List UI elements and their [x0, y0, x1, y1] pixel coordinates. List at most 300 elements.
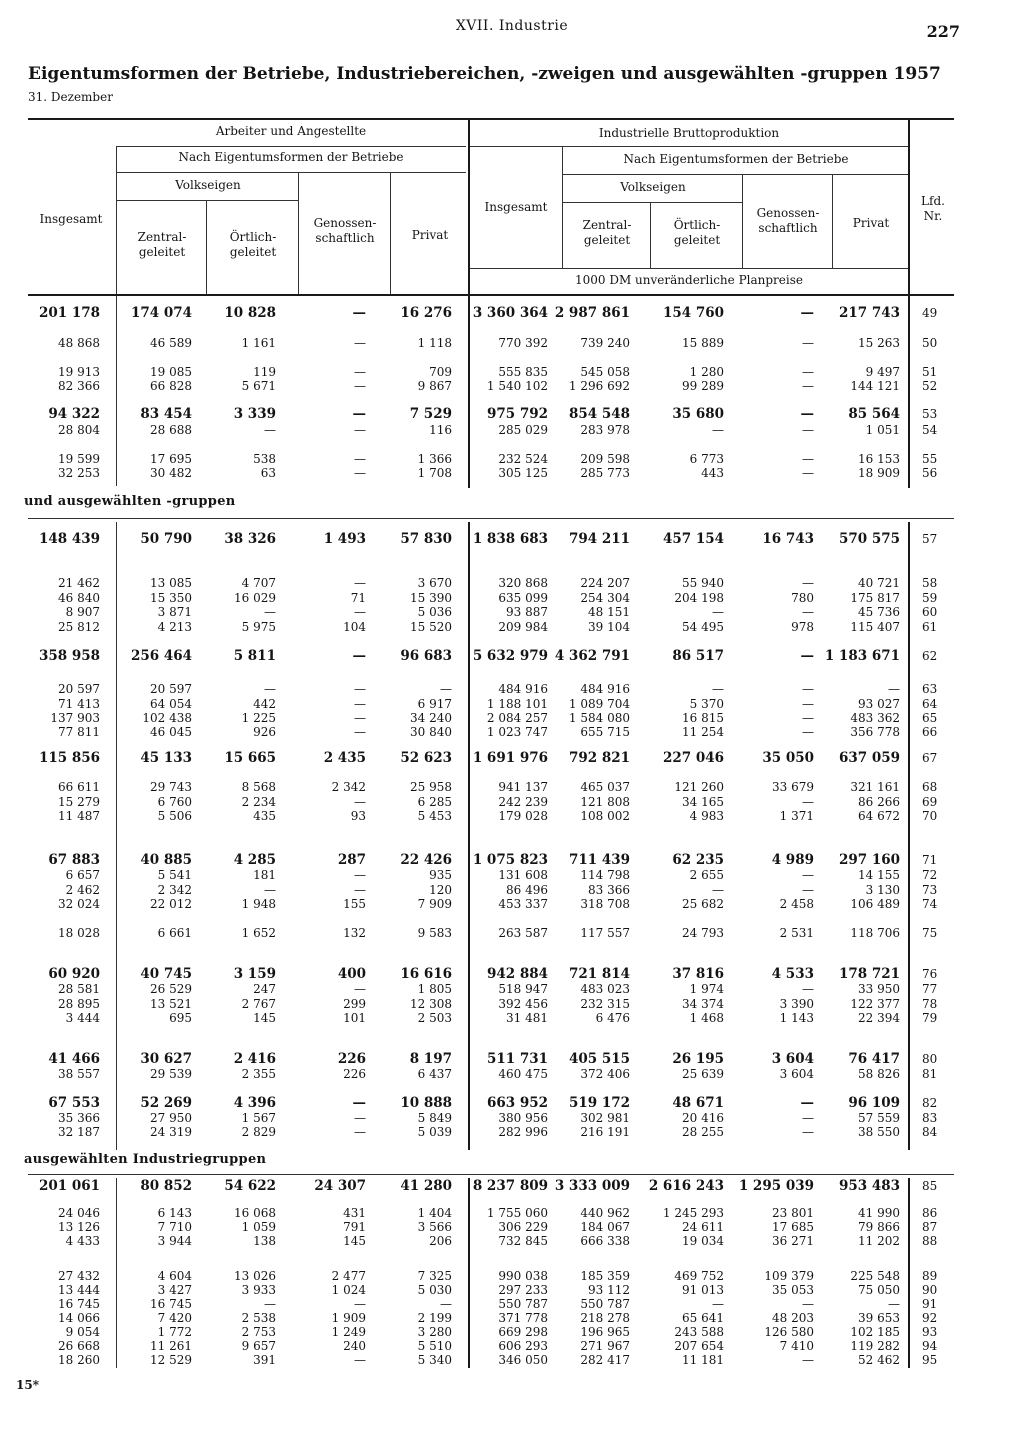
- cell-output-coop: 1 295 039: [738, 1178, 814, 1194]
- cell-output-total: 2 084 257: [486, 711, 548, 725]
- cell-workers-private: 34 240: [410, 711, 452, 725]
- cell-output-local: 86 517: [672, 648, 724, 664]
- cell-workers-private: 5 453: [417, 809, 452, 823]
- cell-workers-central: 66 828: [150, 379, 192, 393]
- cell-lfd-nr: 80: [922, 1052, 938, 1066]
- cell-output-coop: —: [802, 697, 814, 711]
- cell-output-total: 1 755 060: [486, 1206, 548, 1220]
- cell-workers-central: 28 688: [150, 423, 192, 437]
- cell-output-local: 25 682: [682, 897, 724, 911]
- cell-workers-coop: —: [354, 1111, 366, 1125]
- cell-workers-coop: 299: [343, 997, 366, 1011]
- cell-output-total: 3 360 364: [472, 305, 548, 321]
- cell-workers-coop: 1 024: [331, 1283, 366, 1297]
- cell-workers-private: 6 437: [417, 1067, 452, 1081]
- cell-lfd-nr: 55: [922, 452, 938, 466]
- col-divider: [116, 296, 117, 486]
- cell-workers-local: 2 753: [241, 1325, 276, 1339]
- cell-output-central: 184 067: [580, 1220, 630, 1234]
- footnote-marker: 15*: [16, 1378, 39, 1392]
- cell-output-private: 175 817: [850, 591, 900, 605]
- cell-workers-local: 538: [253, 452, 276, 466]
- cell-output-coop: 16 743: [762, 531, 814, 547]
- cell-output-total: 1 075 823: [472, 852, 548, 868]
- cell-workers-local: 4 707: [241, 576, 276, 590]
- cell-output-coop: —: [802, 883, 814, 897]
- cell-workers-coop: —: [354, 711, 366, 725]
- cell-workers-coop: —: [354, 725, 366, 739]
- cell-workers-central: 20 597: [150, 682, 192, 696]
- header-output: Industrielle Bruttoproduktion: [598, 126, 780, 140]
- cell-output-total: 453 337: [498, 897, 548, 911]
- cell-workers-total: 28 581: [58, 982, 100, 996]
- cell-workers-local: 181: [253, 868, 276, 882]
- cell-workers-coop: —: [354, 1125, 366, 1139]
- cell-workers-coop: —: [354, 605, 366, 619]
- col-divider: [206, 200, 207, 294]
- cell-workers-private: 96 683: [400, 648, 452, 664]
- cell-output-private: 58 826: [858, 1067, 900, 1081]
- cell-workers-private: 7 325: [417, 1269, 452, 1283]
- cell-workers-private: 7 909: [417, 897, 452, 911]
- cell-workers-private: 7 529: [409, 406, 452, 422]
- cell-workers-total: 148 439: [38, 531, 100, 547]
- cell-output-total: 1 540 102: [486, 379, 548, 393]
- cell-output-central: 283 978: [580, 423, 630, 437]
- cell-output-coop: 35 050: [762, 750, 814, 766]
- cell-output-local: 24 611: [682, 1220, 724, 1234]
- running-head: XVII. Industrie: [455, 18, 569, 34]
- cell-output-total: 282 996: [498, 1125, 548, 1139]
- cell-workers-total: 41 466: [48, 1051, 100, 1067]
- cell-workers-central: 2 342: [157, 883, 192, 897]
- cell-output-local: 48 671: [672, 1095, 724, 1111]
- cell-lfd-nr: 95: [922, 1353, 938, 1367]
- cell-workers-central: 695: [169, 1011, 192, 1025]
- cell-workers-total: 48 868: [58, 336, 100, 350]
- cell-workers-private: 6 285: [417, 795, 452, 809]
- cell-workers-coop: —: [354, 883, 366, 897]
- cell-workers-local: —: [264, 682, 276, 696]
- header-oertlich-output: Örtlich- geleitet: [673, 218, 721, 247]
- cell-workers-local: 119: [253, 365, 276, 379]
- cell-workers-private: 5 849: [417, 1111, 452, 1125]
- cell-lfd-nr: 76: [922, 967, 938, 981]
- cell-workers-central: 102 438: [142, 711, 192, 725]
- cell-workers-local: 16 068: [234, 1206, 276, 1220]
- cell-workers-private: 1 708: [417, 466, 452, 480]
- cell-output-total: 941 137: [498, 780, 548, 794]
- cell-output-private: 93 027: [858, 697, 900, 711]
- cell-output-total: 306 229: [498, 1220, 548, 1234]
- cell-workers-coop: —: [352, 1095, 366, 1111]
- cell-output-local: 37 816: [672, 966, 724, 982]
- cell-lfd-nr: 78: [922, 997, 938, 1011]
- cell-output-local: 5 370: [689, 697, 724, 711]
- cell-workers-private: 57 830: [400, 531, 452, 547]
- cell-lfd-nr: 83: [922, 1111, 938, 1125]
- cell-output-total: 1 188 101: [486, 697, 548, 711]
- cell-lfd-nr: 51: [922, 365, 938, 379]
- cell-workers-private: 5 510: [417, 1339, 452, 1353]
- cell-output-central: 792 821: [568, 750, 630, 766]
- cell-output-local: 16 815: [682, 711, 724, 725]
- cell-workers-total: 115 856: [38, 750, 100, 766]
- cell-output-coop: 4 989: [771, 852, 814, 868]
- page-title: Eigentumsformen der Betriebe, Industriebereichen, -zweigen und ausgewählten -gruppen 1957: [28, 64, 941, 84]
- cell-output-total: 1 838 683: [472, 531, 548, 547]
- cell-lfd-nr: 77: [922, 982, 938, 996]
- cell-workers-coop: —: [354, 576, 366, 590]
- cell-output-private: 122 377: [850, 997, 900, 1011]
- cell-output-central: 483 023: [580, 982, 630, 996]
- cell-output-coop: 17 685: [772, 1220, 814, 1234]
- cell-output-private: 11 202: [858, 1234, 900, 1248]
- cell-workers-private: 3 280: [417, 1325, 452, 1339]
- cell-output-central: 655 715: [580, 725, 630, 739]
- cell-workers-private: 25 958: [410, 780, 452, 794]
- cell-workers-coop: 155: [343, 897, 366, 911]
- cell-lfd-nr: 87: [922, 1220, 938, 1234]
- cell-output-total: 8 237 809: [472, 1178, 548, 1194]
- block-divider: [468, 118, 470, 488]
- cell-output-coop: —: [802, 725, 814, 739]
- cell-lfd-nr: 89: [922, 1269, 938, 1283]
- cell-output-coop: 978: [791, 620, 814, 634]
- cell-output-coop: 33 679: [772, 780, 814, 794]
- cell-workers-central: 4 604: [157, 1269, 192, 1283]
- cell-output-central: 711 439: [568, 852, 630, 868]
- cell-output-local: 469 752: [674, 1269, 724, 1283]
- section-rule: [28, 1174, 954, 1175]
- cell-output-coop: 48 203: [772, 1311, 814, 1325]
- col-divider: [116, 1178, 117, 1368]
- cell-output-central: 209 598: [580, 452, 630, 466]
- cell-workers-total: 2 462: [65, 883, 100, 897]
- lfd-divider: [908, 1178, 910, 1368]
- cell-workers-private: 3 566: [417, 1220, 452, 1234]
- cell-workers-private: 5 340: [417, 1353, 452, 1367]
- cell-output-coop: 2 531: [779, 926, 814, 940]
- cell-output-private: 144 121: [850, 379, 900, 393]
- cell-workers-central: 174 074: [130, 305, 192, 321]
- cell-output-local: 11 254: [682, 725, 724, 739]
- cell-lfd-nr: 88: [922, 1234, 938, 1248]
- cell-output-total: 635 099: [498, 591, 548, 605]
- header-zentral-workers: Zentral- geleitet: [137, 230, 187, 259]
- cell-output-central: 4 362 791: [554, 648, 630, 664]
- cell-output-private: 953 483: [838, 1178, 900, 1194]
- cell-lfd-nr: 53: [922, 407, 938, 421]
- cell-workers-local: 54 622: [224, 1178, 276, 1194]
- cell-workers-total: 19 913: [58, 365, 100, 379]
- cell-output-central: 218 278: [580, 1311, 630, 1325]
- cell-workers-central: 3 944: [157, 1234, 192, 1248]
- col-divider: [116, 522, 117, 1150]
- cell-workers-central: 29 743: [150, 780, 192, 794]
- section-rule: [28, 518, 954, 519]
- cell-output-local: 1 974: [689, 982, 724, 996]
- cell-workers-central: 1 772: [157, 1325, 192, 1339]
- cell-output-total: 1 023 747: [486, 725, 548, 739]
- cell-output-central: 254 304: [580, 591, 630, 605]
- cell-output-central: 232 315: [580, 997, 630, 1011]
- cell-output-central: 550 787: [580, 1297, 630, 1311]
- cell-output-coop: —: [800, 1095, 814, 1111]
- cell-workers-total: 19 599: [58, 452, 100, 466]
- cell-output-local: 227 046: [662, 750, 724, 766]
- cell-output-private: 14 155: [858, 868, 900, 882]
- cell-output-coop: 23 801: [772, 1206, 814, 1220]
- cell-output-local: 99 289: [682, 379, 724, 393]
- cell-workers-private: 15 390: [410, 591, 452, 605]
- cell-workers-central: 64 054: [150, 697, 192, 711]
- cell-output-central: 440 962: [580, 1206, 630, 1220]
- cell-output-private: 637 059: [838, 750, 900, 766]
- cell-lfd-nr: 93: [922, 1325, 938, 1339]
- cell-lfd-nr: 79: [922, 1011, 938, 1025]
- cell-workers-total: 18 028: [58, 926, 100, 940]
- cell-workers-private: 116: [429, 423, 452, 437]
- cell-output-local: 91 013: [682, 1283, 724, 1297]
- cell-workers-total: 201 061: [38, 1178, 100, 1194]
- cell-lfd-nr: 54: [922, 423, 938, 437]
- cell-output-private: 9 497: [865, 365, 900, 379]
- col-rule: [116, 200, 298, 201]
- cell-output-total: 975 792: [486, 406, 548, 422]
- cell-output-central: 271 967: [580, 1339, 630, 1353]
- cell-workers-local: 138: [253, 1234, 276, 1248]
- cell-lfd-nr: 84: [922, 1125, 938, 1139]
- cell-lfd-nr: 72: [922, 868, 938, 882]
- cell-workers-coop: 287: [337, 852, 366, 868]
- cell-output-total: 511 731: [486, 1051, 548, 1067]
- cell-output-coop: —: [802, 1125, 814, 1139]
- cell-output-private: 483 362: [850, 711, 900, 725]
- cell-workers-central: 45 133: [140, 750, 192, 766]
- cell-workers-coop: —: [354, 452, 366, 466]
- cell-output-local: 1 280: [689, 365, 724, 379]
- cell-output-local: 457 154: [662, 531, 724, 547]
- cell-output-local: 24 793: [682, 926, 724, 940]
- cell-output-private: 22 394: [858, 1011, 900, 1025]
- cell-output-total: 392 456: [498, 997, 548, 1011]
- cell-output-total: 93 887: [506, 605, 548, 619]
- cell-output-local: 28 255: [682, 1125, 724, 1139]
- cell-output-total: 518 947: [498, 982, 548, 996]
- cell-output-central: 93 112: [588, 1283, 630, 1297]
- cell-workers-central: 46 045: [150, 725, 192, 739]
- block-divider: [468, 1178, 470, 1368]
- cell-workers-local: 16 029: [234, 591, 276, 605]
- cell-output-local: 4 983: [689, 809, 724, 823]
- cell-workers-total: 9 054: [65, 1325, 100, 1339]
- cell-lfd-nr: 91: [922, 1297, 938, 1311]
- cell-workers-total: 77 811: [58, 725, 100, 739]
- cell-output-private: 321 161: [850, 780, 900, 794]
- cell-output-total: 305 125: [498, 466, 548, 480]
- cell-output-coop: 35 053: [772, 1283, 814, 1297]
- cell-output-local: 26 195: [672, 1051, 724, 1067]
- cell-output-private: 39 653: [858, 1311, 900, 1325]
- cell-output-central: 405 515: [568, 1051, 630, 1067]
- cell-output-private: 57 559: [858, 1111, 900, 1125]
- cell-output-private: 102 185: [850, 1325, 900, 1339]
- cell-output-private: 45 736: [858, 605, 900, 619]
- cell-lfd-nr: 60: [922, 605, 938, 619]
- cell-workers-private: 2 503: [417, 1011, 452, 1025]
- cell-workers-total: 13 126: [58, 1220, 100, 1234]
- cell-workers-coop: 101: [343, 1011, 366, 1025]
- cell-workers-local: 4 396: [233, 1095, 276, 1111]
- cell-workers-total: 32 253: [58, 466, 100, 480]
- cell-workers-total: 28 804: [58, 423, 100, 437]
- cell-output-central: 519 172: [568, 1095, 630, 1111]
- cell-workers-central: 13 085: [150, 576, 192, 590]
- cell-output-central: 282 417: [580, 1353, 630, 1367]
- cell-workers-central: 6 143: [157, 1206, 192, 1220]
- header-bottom-rule: [28, 294, 954, 296]
- cell-output-coop: —: [800, 406, 814, 422]
- cell-workers-central: 4 213: [157, 620, 192, 634]
- cell-workers-local: 8 568: [241, 780, 276, 794]
- cell-output-private: 64 672: [858, 809, 900, 823]
- cell-output-local: —: [712, 1297, 724, 1311]
- cell-workers-central: 50 790: [140, 531, 192, 547]
- cell-output-private: 115 407: [850, 620, 900, 634]
- cell-workers-coop: —: [354, 365, 366, 379]
- cell-output-central: 318 708: [580, 897, 630, 911]
- cell-output-coop: —: [802, 682, 814, 696]
- cell-output-coop: 3 390: [779, 997, 814, 1011]
- cell-lfd-nr: 58: [922, 576, 938, 590]
- cell-output-coop: —: [802, 1353, 814, 1367]
- cell-lfd-nr: 69: [922, 795, 938, 809]
- cell-workers-private: 15 520: [410, 620, 452, 634]
- cell-workers-local: 145: [253, 1011, 276, 1025]
- cell-workers-central: 6 661: [157, 926, 192, 940]
- cell-workers-local: —: [264, 883, 276, 897]
- cell-workers-total: 28 895: [58, 997, 100, 1011]
- cell-output-private: 1 051: [865, 423, 900, 437]
- cell-output-central: 83 366: [588, 883, 630, 897]
- cell-workers-total: 82 366: [58, 379, 100, 393]
- cell-output-total: 663 952: [486, 1095, 548, 1111]
- cell-workers-central: 6 760: [157, 795, 192, 809]
- cell-output-coop: 2 458: [779, 897, 814, 911]
- cell-workers-local: 2 416: [233, 1051, 276, 1067]
- cell-workers-total: 358 958: [38, 648, 100, 664]
- section-heading: und ausgewählten -gruppen: [24, 494, 236, 509]
- cell-lfd-nr: 74: [922, 897, 938, 911]
- cell-output-total: 550 787: [498, 1297, 548, 1311]
- cell-workers-coop: —: [354, 379, 366, 393]
- cell-output-private: 3 130: [865, 883, 900, 897]
- cell-output-private: 38 550: [858, 1125, 900, 1139]
- cell-output-local: —: [712, 605, 724, 619]
- cell-workers-private: 120: [429, 883, 452, 897]
- cell-workers-local: 3 159: [233, 966, 276, 982]
- cell-lfd-nr: 65: [922, 711, 938, 725]
- cell-output-local: 35 680: [672, 406, 724, 422]
- cell-output-total: 732 845: [498, 1234, 548, 1248]
- cell-output-coop: —: [802, 982, 814, 996]
- header-unit: 1000 DM unveränderliche Planpreise: [574, 273, 803, 287]
- cell-lfd-nr: 85: [922, 1179, 938, 1193]
- cell-lfd-nr: 56: [922, 466, 938, 480]
- cell-workers-local: 9 657: [241, 1339, 276, 1353]
- cell-lfd-nr: 64: [922, 697, 938, 711]
- cell-workers-central: 46 589: [150, 336, 192, 350]
- cell-workers-total: 26 668: [58, 1339, 100, 1353]
- cell-workers-total: 38 557: [58, 1067, 100, 1081]
- cell-output-local: 1 245 293: [662, 1206, 724, 1220]
- header-volkseigen-output: Volkseigen: [620, 180, 686, 194]
- cell-output-total: 232 524: [498, 452, 548, 466]
- cell-workers-private: 12 308: [410, 997, 452, 1011]
- cell-workers-total: 14 066: [58, 1311, 100, 1325]
- cell-output-total: 1 691 976: [472, 750, 548, 766]
- header-insgesamt-workers: Insgesamt: [39, 212, 103, 226]
- col-divider: [562, 146, 563, 268]
- cell-workers-private: —: [440, 682, 452, 696]
- cell-lfd-nr: 50: [922, 336, 938, 350]
- cell-lfd-nr: 70: [922, 809, 938, 823]
- cell-workers-private: 709: [429, 365, 452, 379]
- cell-output-total: 86 496: [506, 883, 548, 897]
- cell-workers-total: 15 279: [58, 795, 100, 809]
- cell-output-coop: —: [802, 452, 814, 466]
- cell-workers-central: 40 745: [140, 966, 192, 982]
- cell-workers-coop: 104: [343, 620, 366, 634]
- cell-output-private: 41 990: [858, 1206, 900, 1220]
- cell-output-local: 34 165: [682, 795, 724, 809]
- header-workers: Arbeiter und Angestellte: [215, 124, 367, 138]
- cell-output-central: 372 406: [580, 1067, 630, 1081]
- cell-workers-local: 926: [253, 725, 276, 739]
- cell-output-local: 15 889: [682, 336, 724, 350]
- cell-output-total: 990 038: [498, 1269, 548, 1283]
- cell-workers-central: 7 710: [157, 1220, 192, 1234]
- cell-output-coop: —: [802, 868, 814, 882]
- cell-output-private: 16 153: [858, 452, 900, 466]
- cell-output-total: 242 239: [498, 795, 548, 809]
- cell-lfd-nr: 67: [922, 751, 938, 765]
- cell-output-local: 54 495: [682, 620, 724, 634]
- cell-workers-private: —: [440, 1297, 452, 1311]
- cell-output-private: 75 050: [858, 1283, 900, 1297]
- cell-workers-central: 30 627: [140, 1051, 192, 1067]
- cell-output-total: 942 884: [486, 966, 548, 982]
- cell-output-private: 33 950: [858, 982, 900, 996]
- cell-workers-central: 7 420: [157, 1311, 192, 1325]
- cell-output-coop: —: [802, 365, 814, 379]
- cell-lfd-nr: 86: [922, 1206, 938, 1220]
- cell-workers-total: 137 903: [50, 711, 100, 725]
- cell-workers-private: 9 867: [417, 379, 452, 393]
- cell-workers-private: 5 030: [417, 1283, 452, 1297]
- cell-lfd-nr: 73: [922, 883, 938, 897]
- cell-output-central: 285 773: [580, 466, 630, 480]
- cell-output-total: 179 028: [498, 809, 548, 823]
- lfd-divider: [908, 118, 910, 488]
- cell-workers-total: 60 920: [48, 966, 100, 982]
- cell-workers-private: 16 616: [400, 966, 452, 982]
- cell-output-coop: 780: [791, 591, 814, 605]
- cell-workers-local: 1 059: [241, 1220, 276, 1234]
- cell-output-total: 669 298: [498, 1325, 548, 1339]
- cell-workers-coop: 226: [343, 1067, 366, 1081]
